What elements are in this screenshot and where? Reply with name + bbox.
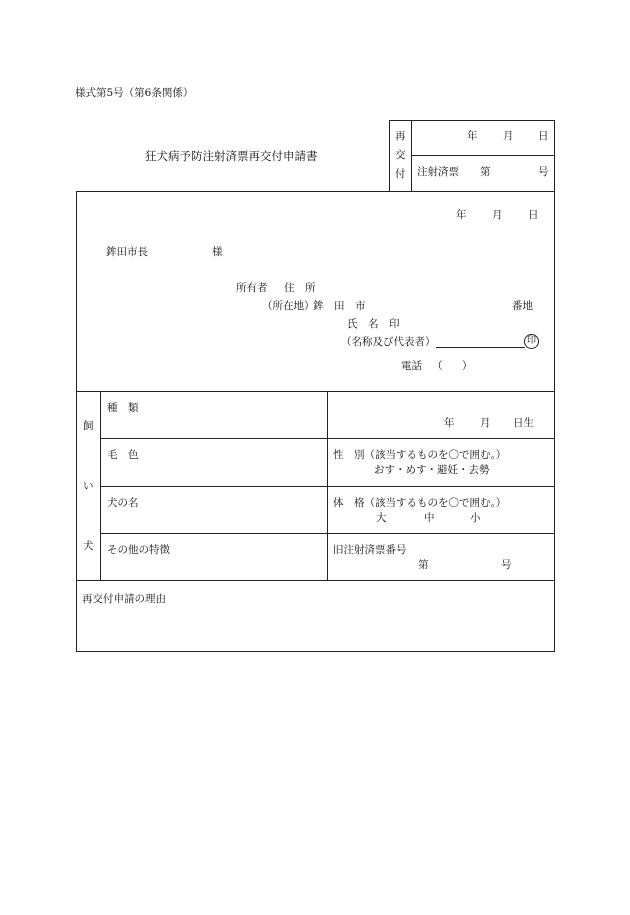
dog-section-bottom-border [76, 580, 555, 581]
owner-location-label: （所在地） [262, 300, 315, 312]
reissue-box-mid-border [411, 155, 555, 156]
coat-color-label: 毛 色 [107, 449, 139, 461]
owner-address-label: 住 所 [284, 282, 316, 294]
tag-label: 注射済票 [417, 166, 459, 178]
reason-label: 再交付申請の理由 [82, 593, 166, 605]
phone-label: 電話 [401, 360, 422, 372]
dog-side-char: い [83, 480, 94, 492]
tag-dai: 第 [480, 166, 491, 178]
form-number: 様式第5号（第6条関係） [75, 87, 194, 99]
reissue-month: 月 [503, 130, 514, 142]
reissue-label-char: 交 [395, 149, 406, 161]
old-tag-go: 号 [501, 559, 512, 571]
application-day: 日 [528, 209, 539, 221]
sex-options: おす・めす・避妊・去勢 [374, 464, 490, 476]
reissue-box-left-border [389, 120, 390, 191]
signature-line [436, 347, 525, 348]
dog-row-border [100, 486, 555, 487]
reissue-label-char: 付 [395, 168, 406, 180]
tag-go: 号 [538, 166, 549, 178]
phone-paren-close: ） [462, 360, 473, 372]
size-option: 大 [376, 512, 387, 524]
dog-row-border [100, 533, 555, 534]
birth-month: 月 [480, 417, 491, 429]
reissue-box-top-border [389, 120, 555, 121]
reissue-year: 年 [467, 130, 478, 142]
owner-label: 所有者 [236, 282, 268, 294]
form-top-border [76, 191, 555, 192]
seal-mark: 印 [524, 334, 539, 349]
dog-name-label: 犬の名 [107, 497, 139, 509]
old-tag-dai: 第 [418, 559, 429, 571]
owner-city: 鉾 田 市 [313, 300, 366, 312]
birth-year: 年 [444, 417, 455, 429]
size-option: 小 [470, 512, 481, 524]
dog-row-border [100, 438, 555, 439]
dog-side-char: 飼 [83, 420, 94, 432]
form-left-border [76, 191, 77, 652]
birth-day: 日生 [513, 417, 534, 429]
sex-label: 性 別（該当するものを〇で囲む。） [333, 449, 507, 461]
breed-label: 種 類 [107, 402, 139, 414]
form-bottom-border [76, 651, 555, 652]
dog-section-top-border [76, 391, 555, 392]
form-title: 狂犬病予防注射済票再交付申請書 [145, 149, 318, 163]
owner-name-label: 氏 名 印 [347, 318, 400, 330]
addressee-mayor: 鉾田市長 [106, 246, 148, 258]
form-right-border [554, 191, 555, 652]
application-year: 年 [456, 209, 467, 221]
phone-paren-open: （ [432, 360, 443, 372]
reissue-label-char: 再 [395, 130, 406, 142]
owner-banchi: 番地 [512, 300, 533, 312]
old-tag-label: 旧注射済票番号 [333, 544, 407, 556]
dog-side-char: 犬 [83, 540, 94, 552]
application-month: 月 [492, 209, 503, 221]
size-label: 体 格（該当するものを〇で囲む。） [333, 497, 507, 509]
size-option: 中 [424, 512, 435, 524]
features-label: その他の特徴 [107, 544, 170, 556]
addressee-honorific: 様 [212, 246, 223, 258]
reissue-day: 日 [538, 130, 549, 142]
owner-representative-label: （名称及び代表者） [341, 336, 436, 348]
